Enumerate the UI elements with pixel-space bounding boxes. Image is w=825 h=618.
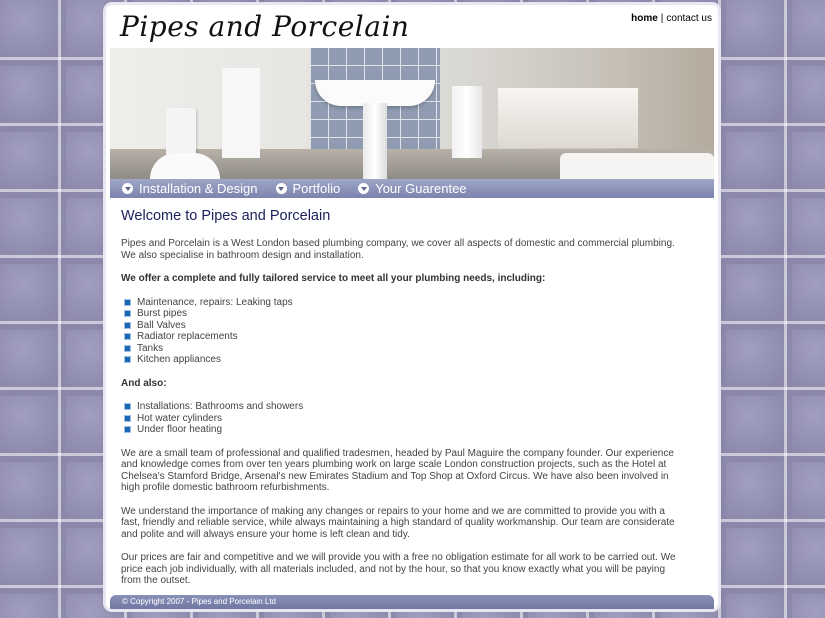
list-item: Under floor heating [121,424,681,436]
also-list [121,401,681,436]
menu-label: Your Guarentee [375,181,467,196]
list-item: Kitchen appliances [121,354,681,366]
main-menu [110,179,714,198]
square-bullet-icon [124,403,131,410]
square-bullet-icon [124,426,131,433]
site-logo[interactable]: Pipes and Porcelain [120,10,410,43]
square-bullet-icon [124,310,131,317]
bathroom-banner-image [110,48,714,179]
menu-portfolio[interactable] [276,181,341,196]
nav-contact-link[interactable]: contact us [666,13,712,24]
list-item: Installations: Bathrooms and showers [121,401,681,413]
list-item: Tanks [121,343,681,355]
list-item: Hot water cylinders [121,413,681,425]
footer-copyright: © Copyright 2007 - Pipes and Porcelain Ltd [110,595,714,609]
offer-heading: We offer a complete and fully tailored service to meet all your plumbing needs, including: [121,273,546,284]
team-paragraph: We are a small team of professional and qualified tradesmen, headed by Paul Maguire the company founder. Our experience and knowledge comes from over ten years plumbing work on large scale London construction projects, such as the Hotel at Chelsea's Stamford Bridge, Arsenal's new Emirates Stadium and Top Shop at Oxford Circus. We have also been involved in high profile domestic bathroom refurbishments. [121,447,674,493]
list-item: Maintenance, repairs: Leaking taps [121,297,681,309]
chevron-down-icon [276,183,287,194]
square-bullet-icon [124,322,131,329]
square-bullet-icon [124,333,131,340]
nav-separator: | [660,13,664,24]
top-nav [631,13,712,24]
chevron-down-icon [122,183,133,194]
page-title: Welcome to Pipes and Porcelain [121,208,331,224]
page-container [106,5,718,609]
menu-label: Installation & Design [139,181,258,196]
chevron-down-icon [358,183,369,194]
intro-paragraph: Pipes and Porcelain is a West London based plumbing company, we cover all aspects of domestic and commercial plumbing. We also specialise in bathroom design and installation. [121,238,675,261]
list-item: Radiator replacements [121,331,681,343]
also-heading: And also: [121,377,167,389]
square-bullet-icon [124,345,131,352]
menu-guarantee[interactable] [358,181,466,196]
menu-label: Portfolio [292,181,341,196]
list-item: Burst pipes [121,308,681,320]
main-content [121,208,681,599]
square-bullet-icon [124,356,131,363]
menu-installation-design[interactable] [122,181,258,196]
list-item: Ball Valves [121,320,681,332]
commitment-paragraph: We understand the importance of making any changes or repairs to your home and we are committed to provide you with a fast, friendly and reliable service, while always maintaining a high standard of quality workmanship. Our team are considerate and polite and will always ensure your home is left clean and tidy. [121,505,675,540]
pricing-paragraph: Our prices are fair and competitive and we will provide you with a free no obligation estimate for all work to be carried out. We price each job individually, with all materials included, and not by the hour, so that you know exactly what you will be paying from the outset. [121,552,676,586]
nav-home-link[interactable]: home [631,13,658,24]
services-list [121,297,681,366]
square-bullet-icon [124,415,131,422]
square-bullet-icon [124,299,131,306]
